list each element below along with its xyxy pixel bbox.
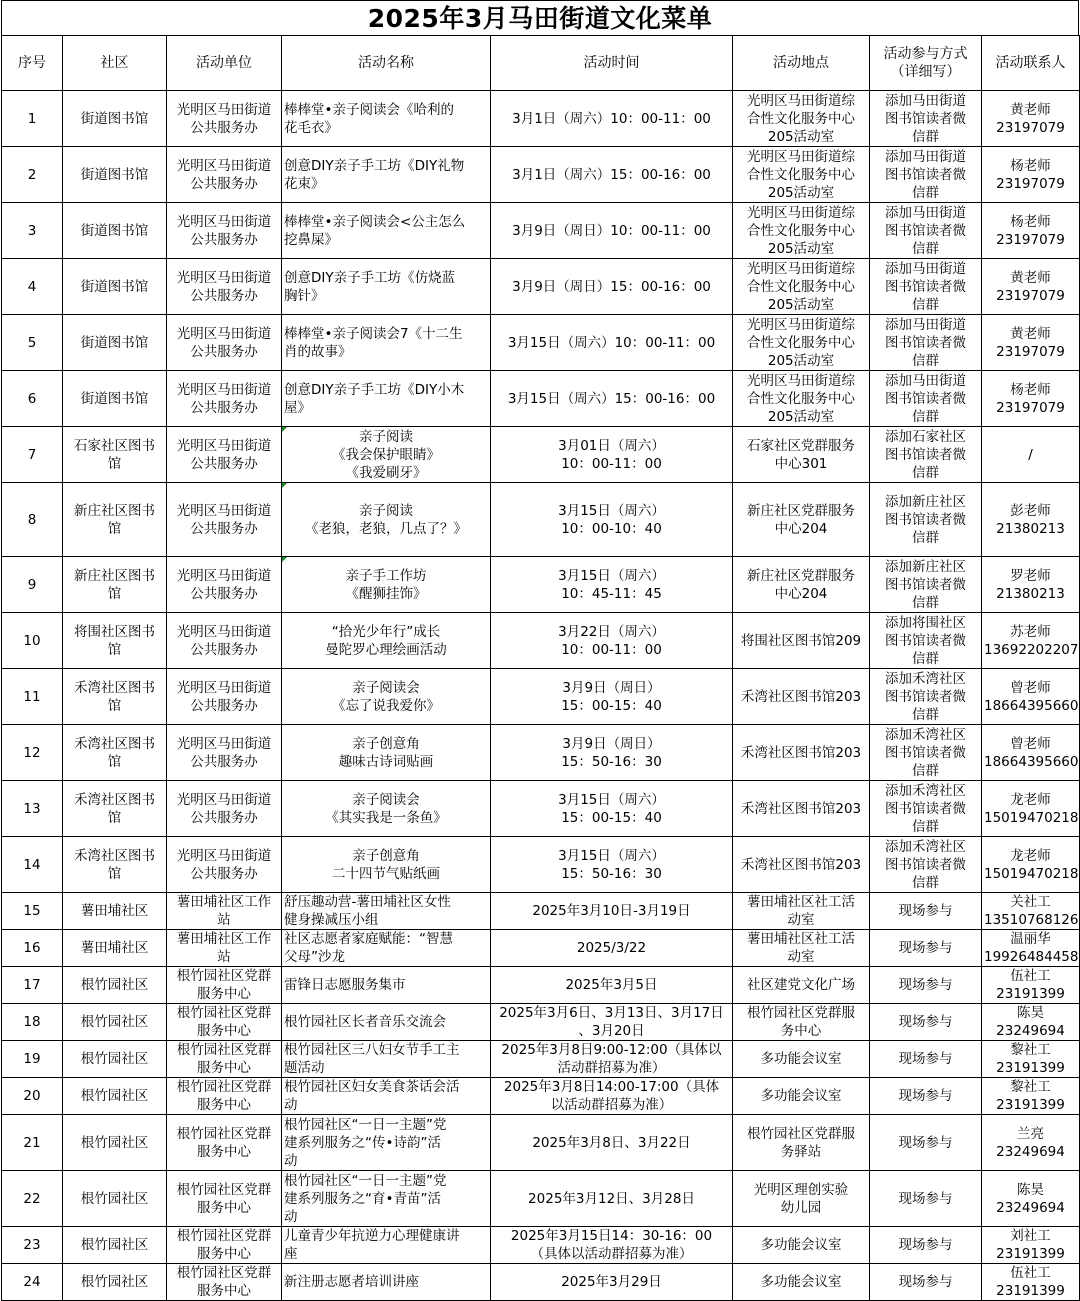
cell-name: 新注册志愿者培训讲座: [282, 1264, 491, 1301]
cell-unit: 薯田埔社区工作 站: [167, 930, 282, 967]
cell-unit: 根竹园社区党群 服务中心: [167, 1004, 282, 1041]
cell-community: 石家社区图书 馆: [63, 427, 167, 483]
cell-no: 8: [2, 483, 63, 557]
cell-place: 禾湾社区图书馆203: [733, 781, 870, 837]
cell-name: 创意DIY亲子手工坊《DIY小木 屋》: [282, 371, 491, 427]
cell-join: 添加马田街道 图书馆读者微 信群: [870, 203, 982, 259]
table-row: [2, 837, 1080, 893]
cell-no: 7: [2, 427, 63, 483]
cell-time: 2025年3月5日: [491, 967, 733, 1004]
cell-name: 亲子阅读 《老狼，老狼，几点了？》: [282, 483, 491, 557]
cell-contact: 黎社工 23191399: [982, 1041, 1080, 1078]
cell-unit: 光明区马田街道 公共服务办: [167, 91, 282, 147]
table-row: [2, 967, 1080, 1004]
cell-join: 添加新庄社区 图书馆读者微 信群: [870, 483, 982, 557]
cell-unit: 根竹园社区党群 服务中心: [167, 1264, 282, 1301]
cell-place: 新庄社区党群服务 中心204: [733, 483, 870, 557]
table-row: [2, 259, 1080, 315]
cell-no: 9: [2, 557, 63, 613]
cell-no: 13: [2, 781, 63, 837]
table-row: [2, 91, 1080, 147]
cell-contact: 曾老师 18664395660: [982, 669, 1080, 725]
cell-name: 雷锋日志愿服务集市: [282, 967, 491, 1004]
cell-name: 根竹园社区三八妇女节手工主 题活动: [282, 1041, 491, 1078]
cell-name: “拾光少年行”成长 曼陀罗心理绘画活动: [282, 613, 491, 669]
cell-community: 街道图书馆: [63, 259, 167, 315]
cell-community: 根竹园社区: [63, 1041, 167, 1078]
cell-join: 添加禾湾社区 图书馆读者微 信群: [870, 781, 982, 837]
cell-community: 街道图书馆: [63, 147, 167, 203]
cell-unit: 光明区马田街道 公共服务办: [167, 147, 282, 203]
activity-table: [1, 35, 1080, 1301]
cell-time: 2025年3月29日: [491, 1264, 733, 1301]
cell-contact: 伍社工 23191399: [982, 1264, 1080, 1301]
cell-name: 棒棒堂•亲子阅读会《哈利的 花毛衣》: [282, 91, 491, 147]
cell-unit: 光明区马田街道 公共服务办: [167, 613, 282, 669]
cell-unit: 光明区马田街道 公共服务办: [167, 837, 282, 893]
table-row: [2, 893, 1080, 930]
cell-time: 3月9日（周日）15：00-16：00: [491, 259, 733, 315]
cell-join: 添加禾湾社区 图书馆读者微 信群: [870, 725, 982, 781]
cell-community: 根竹园社区: [63, 1171, 167, 1227]
cell-unit: 根竹园社区党群 服务中心: [167, 967, 282, 1004]
header-contact: 活动联系人: [982, 36, 1080, 91]
cell-name: 根竹园社区“一日一主题”党 建系列服务之“育•青苗”活 动: [282, 1171, 491, 1227]
cell-place: 光明区马田街道综 合性文化服务中心 205活动室: [733, 315, 870, 371]
cell-time: 2025年3月6日、3月13日、3月17日 、3月20日: [491, 1004, 733, 1041]
table-row: [2, 669, 1080, 725]
cell-place: 根竹园社区党群服 务中心: [733, 1004, 870, 1041]
header-row: [2, 36, 1080, 91]
cell-name: 亲子阅读会 《忘了说我爱你》: [282, 669, 491, 725]
cell-name: 亲子阅读 《我会保护眼睛》 《我爱刷牙》: [282, 427, 491, 483]
cell-no: 10: [2, 613, 63, 669]
cell-time: 3月22日（周六） 10：00-11：00: [491, 613, 733, 669]
cell-contact: 黎社工 23191399: [982, 1078, 1080, 1115]
cell-no: 12: [2, 725, 63, 781]
cell-contact: 刘社工 23191399: [982, 1227, 1080, 1264]
cell-name: 亲子手工作坊 《醒狮挂饰》: [282, 557, 491, 613]
cell-name: 根竹园社区长者音乐交流会: [282, 1004, 491, 1041]
table-row: [2, 1078, 1080, 1115]
cell-no: 15: [2, 893, 63, 930]
cell-name: 创意DIY亲子手工坊《仿烧蓝 胸针》: [282, 259, 491, 315]
cell-name: 亲子阅读会 《其实我是一条鱼》: [282, 781, 491, 837]
cell-place: 薯田埔社区社工活 动室: [733, 930, 870, 967]
header-time: 活动时间: [491, 36, 733, 91]
cell-no: 19: [2, 1041, 63, 1078]
cell-contact: 黄老师 23197079: [982, 315, 1080, 371]
cell-community: 根竹园社区: [63, 1264, 167, 1301]
cell-join: 添加石家社区 图书馆读者微 信群: [870, 427, 982, 483]
header-name: 活动名称: [282, 36, 491, 91]
table-row: [2, 203, 1080, 259]
cell-no: 18: [2, 1004, 63, 1041]
cell-place: 多功能会议室: [733, 1227, 870, 1264]
cell-contact: 龙老师 15019470218: [982, 837, 1080, 893]
cell-place: 新庄社区党群服务 中心204: [733, 557, 870, 613]
cell-community: 街道图书馆: [63, 315, 167, 371]
cell-join: 现场参与: [870, 1171, 982, 1227]
cell-time: 2025年3月15日14：30-16：00 （具体以活动群招募为准）: [491, 1227, 733, 1264]
table-row: [2, 725, 1080, 781]
cell-unit: 根竹园社区党群 服务中心: [167, 1078, 282, 1115]
cell-unit: 光明区马田街道 公共服务办: [167, 557, 282, 613]
cell-contact: 兰亮 23249694: [982, 1115, 1080, 1171]
cell-join: 现场参与: [870, 893, 982, 930]
table-row: [2, 483, 1080, 557]
cell-community: 禾湾社区图书 馆: [63, 669, 167, 725]
cell-place: 将围社区图书馆209: [733, 613, 870, 669]
cell-contact: 伍社工 23191399: [982, 967, 1080, 1004]
cell-community: 根竹园社区: [63, 1227, 167, 1264]
cell-join: 现场参与: [870, 1078, 982, 1115]
cell-time: 2025/3/22: [491, 930, 733, 967]
cell-community: 街道图书馆: [63, 91, 167, 147]
cell-community: 将围社区图书 馆: [63, 613, 167, 669]
cell-place: 社区建党文化广场: [733, 967, 870, 1004]
cell-join: 添加马田街道 图书馆读者微 信群: [870, 147, 982, 203]
cell-time: 3月15日（周六） 10：00-10：40: [491, 483, 733, 557]
cell-time: 3月1日（周六）15：00-16：00: [491, 147, 733, 203]
cell-name: 创意DIY亲子手工坊《DIY礼物 花束》: [282, 147, 491, 203]
cell-time: 3月15日（周六） 15：50-16：30: [491, 837, 733, 893]
cell-time: 3月15日（周六） 10：45-11：45: [491, 557, 733, 613]
cell-time: 3月9日（周日）10：00-11：00: [491, 203, 733, 259]
cell-no: 4: [2, 259, 63, 315]
cell-community: 禾湾社区图书 馆: [63, 725, 167, 781]
cell-no: 1: [2, 91, 63, 147]
cell-contact: 黄老师 23197079: [982, 91, 1080, 147]
cell-place: 禾湾社区图书馆203: [733, 837, 870, 893]
cell-unit: 根竹园社区党群 服务中心: [167, 1115, 282, 1171]
cell-contact: 罗老师 21380213: [982, 557, 1080, 613]
cell-community: 薯田埔社区: [63, 893, 167, 930]
cell-unit: 光明区马田街道 公共服务办: [167, 781, 282, 837]
table-row: [2, 315, 1080, 371]
table-row: [2, 781, 1080, 837]
table-row: [2, 1227, 1080, 1264]
cell-place: 石家社区党群服务 中心301: [733, 427, 870, 483]
cell-place: 多功能会议室: [733, 1078, 870, 1115]
table-row: [2, 930, 1080, 967]
cell-no: 16: [2, 930, 63, 967]
table-row: [2, 1264, 1080, 1301]
cell-time: 2025年3月8日9:00-12:00（具体以 活动群招募为准）: [491, 1041, 733, 1078]
cell-unit: 根竹园社区党群 服务中心: [167, 1041, 282, 1078]
cell-join: 添加新庄社区 图书馆读者微 信群: [870, 557, 982, 613]
cell-time: 3月15日（周六）10：00-11：00: [491, 315, 733, 371]
cell-unit: 光明区马田街道 公共服务办: [167, 315, 282, 371]
table-body: [2, 91, 1080, 1301]
cell-place: 光明区马田街道综 合性文化服务中心 205活动室: [733, 91, 870, 147]
cell-unit: 光明区马田街道 公共服务办: [167, 427, 282, 483]
table-row: [2, 613, 1080, 669]
sheet-title: 2025年3月马田街道文化菜单: [1, 0, 1079, 35]
cell-no: 5: [2, 315, 63, 371]
cell-no: 23: [2, 1227, 63, 1264]
cell-join: 现场参与: [870, 1264, 982, 1301]
cell-place: 根竹园社区党群服 务驿站: [733, 1115, 870, 1171]
header-unit: 活动单位: [167, 36, 282, 91]
cell-contact: 温丽华 19926484458: [982, 930, 1080, 967]
cell-name: 亲子创意角 二十四节气贴纸画: [282, 837, 491, 893]
cell-community: 新庄社区图书 馆: [63, 557, 167, 613]
cell-join: 现场参与: [870, 1227, 982, 1264]
cell-place: 光明区马田街道综 合性文化服务中心 205活动室: [733, 259, 870, 315]
cell-community: 根竹园社区: [63, 1004, 167, 1041]
cell-no: 17: [2, 967, 63, 1004]
cell-unit: 根竹园社区党群 服务中心: [167, 1227, 282, 1264]
cell-contact: /: [982, 427, 1080, 483]
cell-no: 6: [2, 371, 63, 427]
cell-unit: 光明区马田街道 公共服务办: [167, 669, 282, 725]
table-row: [2, 371, 1080, 427]
cell-join: 添加禾湾社区 图书馆读者微 信群: [870, 669, 982, 725]
cell-unit: 光明区马田街道 公共服务办: [167, 371, 282, 427]
header-join: 活动参与方式 （详细写）: [870, 36, 982, 91]
cell-join: 现场参与: [870, 1041, 982, 1078]
cell-unit: 根竹园社区党群 服务中心: [167, 1171, 282, 1227]
cell-contact: 杨老师 23197079: [982, 203, 1080, 259]
cell-name: 亲子创意角 趣味古诗词贴画: [282, 725, 491, 781]
cell-time: 3月9日（周日） 15：00-15：40: [491, 669, 733, 725]
cell-contact: 陈昊 23249694: [982, 1004, 1080, 1041]
cell-name: 舒压趣动营-薯田埔社区女性 健身操减压小组: [282, 893, 491, 930]
cell-name: 棒棒堂•亲子阅读会7《十二生 肖的故事》: [282, 315, 491, 371]
cell-time: 3月1日（周六）10：00-11：00: [491, 91, 733, 147]
cell-time: 2025年3月12日、3月28日: [491, 1171, 733, 1227]
header-community: 社区: [63, 36, 167, 91]
spreadsheet: [1, 0, 1079, 1301]
cell-community: 禾湾社区图书 馆: [63, 837, 167, 893]
cell-join: 添加马田街道 图书馆读者微 信群: [870, 371, 982, 427]
cell-unit: 光明区马田街道 公共服务办: [167, 725, 282, 781]
cell-join: 添加马田街道 图书馆读者微 信群: [870, 91, 982, 147]
cell-join: 添加将围社区 图书馆读者微 信群: [870, 613, 982, 669]
cell-place: 光明区马田街道综 合性文化服务中心 205活动室: [733, 147, 870, 203]
header-no: 序号: [2, 36, 63, 91]
cell-name: 社区志愿者家庭赋能：“智慧 父母”沙龙: [282, 930, 491, 967]
cell-community: 薯田埔社区: [63, 930, 167, 967]
cell-contact: 关社工 13510768126: [982, 893, 1080, 930]
cell-no: 21: [2, 1115, 63, 1171]
cell-place: 禾湾社区图书馆203: [733, 725, 870, 781]
cell-name: 棒棒堂•亲子阅读会<公主怎么 挖鼻屎》: [282, 203, 491, 259]
cell-unit: 薯田埔社区工作 站: [167, 893, 282, 930]
cell-name: 根竹园社区妇女美食茶话会活 动: [282, 1078, 491, 1115]
cell-contact: 黄老师 23197079: [982, 259, 1080, 315]
cell-join: 添加马田街道 图书馆读者微 信群: [870, 315, 982, 371]
cell-time: 3月15日（周六） 15：00-15：40: [491, 781, 733, 837]
cell-contact: 彭老师 21380213: [982, 483, 1080, 557]
table-row: [2, 147, 1080, 203]
cell-no: 11: [2, 669, 63, 725]
cell-place: 光明区马田街道综 合性文化服务中心 205活动室: [733, 371, 870, 427]
cell-contact: 杨老师 23197079: [982, 147, 1080, 203]
cell-unit: 光明区马田街道 公共服务办: [167, 483, 282, 557]
table-row: [2, 1171, 1080, 1227]
cell-contact: 曾老师 18664395660: [982, 725, 1080, 781]
cell-no: 22: [2, 1171, 63, 1227]
cell-place: 光明区理创实验 幼儿园: [733, 1171, 870, 1227]
table-row: [2, 1041, 1080, 1078]
cell-no: 20: [2, 1078, 63, 1115]
cell-place: 多功能会议室: [733, 1041, 870, 1078]
cell-place: 薯田埔社区社工活 动室: [733, 893, 870, 930]
cell-time: 2025年3月10日-3月19日: [491, 893, 733, 930]
cell-place: 多功能会议室: [733, 1264, 870, 1301]
cell-join: 现场参与: [870, 1004, 982, 1041]
cell-no: 14: [2, 837, 63, 893]
cell-time: 2025年3月8日14:00-17:00（具体 以活动群招募为准）: [491, 1078, 733, 1115]
cell-time: 3月01日（周六） 10：00-11：00: [491, 427, 733, 483]
cell-community: 街道图书馆: [63, 371, 167, 427]
cell-community: 根竹园社区: [63, 967, 167, 1004]
cell-unit: 光明区马田街道 公共服务办: [167, 203, 282, 259]
cell-contact: 龙老师 15019470218: [982, 781, 1080, 837]
header-place: 活动地点: [733, 36, 870, 91]
cell-place: 光明区马田街道综 合性文化服务中心 205活动室: [733, 203, 870, 259]
cell-contact: 陈昊 23249694: [982, 1171, 1080, 1227]
cell-community: 新庄社区图书 馆: [63, 483, 167, 557]
cell-unit: 光明区马田街道 公共服务办: [167, 259, 282, 315]
cell-community: 根竹园社区: [63, 1078, 167, 1115]
cell-contact: 杨老师 23197079: [982, 371, 1080, 427]
cell-time: 3月15日（周六）15：00-16：00: [491, 371, 733, 427]
cell-join: 添加马田街道 图书馆读者微 信群: [870, 259, 982, 315]
cell-no: 2: [2, 147, 63, 203]
cell-join: 现场参与: [870, 930, 982, 967]
cell-contact: 苏老师 13692202207: [982, 613, 1080, 669]
cell-community: 街道图书馆: [63, 203, 167, 259]
cell-join: 添加禾湾社区 图书馆读者微 信群: [870, 837, 982, 893]
table-row: [2, 1115, 1080, 1171]
cell-no: 24: [2, 1264, 63, 1301]
table-row: [2, 1004, 1080, 1041]
table-row: [2, 427, 1080, 483]
cell-name: 儿童青少年抗逆力心理健康讲 座: [282, 1227, 491, 1264]
cell-community: 根竹园社区: [63, 1115, 167, 1171]
cell-time: 3月9日（周日） 15：50-16：30: [491, 725, 733, 781]
cell-no: 3: [2, 203, 63, 259]
cell-join: 现场参与: [870, 1115, 982, 1171]
cell-join: 现场参与: [870, 967, 982, 1004]
table-row: [2, 557, 1080, 613]
cell-place: 禾湾社区图书馆203: [733, 669, 870, 725]
cell-time: 2025年3月8日、3月22日: [491, 1115, 733, 1171]
cell-community: 禾湾社区图书 馆: [63, 781, 167, 837]
cell-name: 根竹园社区“一日一主题”党 建系列服务之“传•诗韵”活 动: [282, 1115, 491, 1171]
